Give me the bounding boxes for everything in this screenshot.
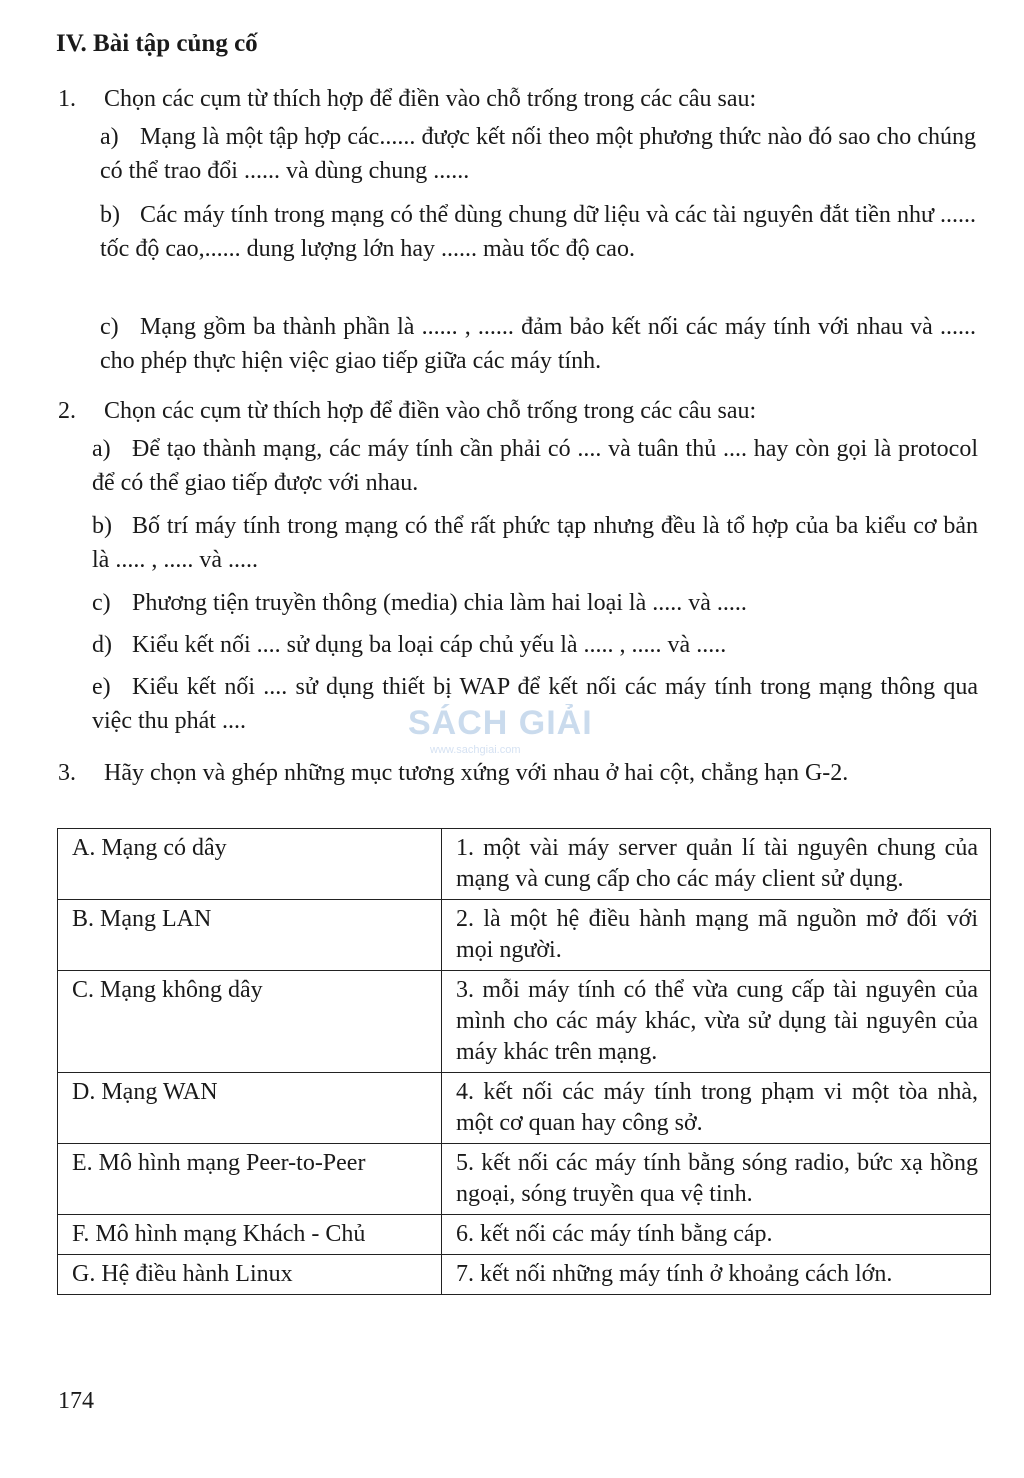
left-column-cell: D. Mạng WAN	[58, 1073, 442, 1144]
table-row	[58, 1073, 991, 1144]
table-row	[58, 1255, 991, 1295]
item-text: Để tạo thành mạng, các máy tính cần phải có .... và tuân thủ .... hay còn gọi là protocol để có thể giao tiếp được với nhau.	[92, 436, 978, 496]
item-text: Mạng là một tập hợp các...... được kết nối theo một phương thức nào đó sao cho chúng có thể trao đổi ...... và dùng chung ......	[100, 124, 976, 184]
watermark-text: SÁCH GIẢI	[408, 704, 593, 742]
item-label: d)	[92, 632, 112, 658]
right-column-cell: 5. kết nối các máy tính bằng sóng radio, bức xạ hồng ngoại, sóng truyền qua vệ tinh.	[442, 1144, 991, 1215]
table-row	[58, 900, 991, 971]
right-column-cell: 2. là một hệ điều hành mạng mã nguồn mở đối với mọi người.	[442, 900, 991, 971]
table-row	[58, 1144, 991, 1215]
right-column-cell: 4. kết nối các máy tính trong phạm vi một tòa nhà, một cơ quan hay công sở.	[442, 1073, 991, 1144]
question-2-item-c	[92, 586, 978, 620]
page-number: 174	[58, 1388, 94, 1414]
question-number: 2.	[58, 398, 76, 424]
item-text: Mạng gồm ba thành phần là ...... , ...... đảm bảo kết nối các máy tính với nhau và ...... cho phép thực hiện việc giao tiếp giữa các máy tính.	[100, 314, 976, 374]
question-1-item-b	[100, 198, 976, 266]
question-1-item-a	[100, 120, 976, 188]
item-text: Bố trí máy tính trong mạng có thể rất phức tạp nhưng đều là tổ hợp của ba kiểu cơ bản là ..... , ..... và .....	[92, 513, 978, 573]
watermark-url: www.sachgiai.com	[430, 744, 521, 756]
item-label: e)	[92, 674, 111, 700]
item-label: b)	[92, 513, 112, 539]
item-text: Kiểu kết nối .... sử dụng ba loại cáp chủ yếu là ..... , ..... và .....	[132, 632, 727, 658]
item-label: a)	[100, 124, 119, 150]
question-text: Hãy chọn và ghép những mục tương xứng với nhau ở hai cột, chẳng hạn G-2.	[104, 760, 849, 786]
question-number: 3.	[58, 760, 76, 786]
right-column-cell: 1. một vài máy server quản lí tài nguyên chung của mạng và cung cấp cho các máy client sử dụng.	[442, 829, 991, 900]
question-2-item-e	[92, 670, 978, 738]
item-text: Phương tiện truyền thông (media) chia làm hai loại là ..... và .....	[132, 590, 747, 616]
question-number: 1.	[58, 86, 76, 112]
question-1-item-c	[100, 310, 976, 378]
table-row	[58, 1215, 991, 1255]
question-2-item-a	[92, 432, 978, 500]
matching-table	[57, 828, 991, 1295]
question-text: Chọn các cụm từ thích hợp để điền vào chỗ trống trong các câu sau:	[104, 86, 757, 112]
question-2-item-b	[92, 509, 978, 577]
item-label: c)	[100, 314, 119, 340]
item-label: c)	[92, 590, 111, 616]
section-heading: IV. Bài tập củng cố	[56, 30, 258, 57]
question-2	[58, 394, 756, 428]
left-column-cell: G. Hệ điều hành Linux	[58, 1255, 442, 1295]
right-column-cell: 6. kết nối các máy tính bằng cáp.	[442, 1215, 991, 1255]
left-column-cell: B. Mạng LAN	[58, 900, 442, 971]
left-column-cell: A. Mạng có dây	[58, 829, 442, 900]
item-text: Kiểu kết nối .... sử dụng thiết bị WAP để kết nối các máy tính trong mạng thông qua việc thu phát ....	[92, 674, 978, 734]
question-3	[58, 756, 978, 790]
left-column-cell: E. Mô hình mạng Peer-to-Peer	[58, 1144, 442, 1215]
left-column-cell: C. Mạng không dây	[58, 971, 442, 1073]
right-column-cell: 3. mỗi máy tính có thể vừa cung cấp tài nguyên của mình cho các máy khác, vừa sử dụng tài nguyên của máy khác trên mạng.	[442, 971, 991, 1073]
right-column-cell: 7. kết nối những máy tính ở khoảng cách lớn.	[442, 1255, 991, 1295]
question-2-item-d	[92, 628, 978, 662]
question-1	[58, 82, 756, 116]
item-label: b)	[100, 202, 120, 228]
table-row	[58, 971, 991, 1073]
item-label: a)	[92, 436, 111, 462]
question-text: Chọn các cụm từ thích hợp để điền vào chỗ trống trong các câu sau:	[104, 398, 757, 424]
table-row	[58, 829, 991, 900]
item-text: Các máy tính trong mạng có thể dùng chung dữ liệu và các tài nguyên đắt tiền như ...... tốc độ cao,...... dung lượng lớn hay ...... màu tốc độ cao.	[100, 202, 976, 262]
left-column-cell: F. Mô hình mạng Khách - Chủ	[58, 1215, 442, 1255]
